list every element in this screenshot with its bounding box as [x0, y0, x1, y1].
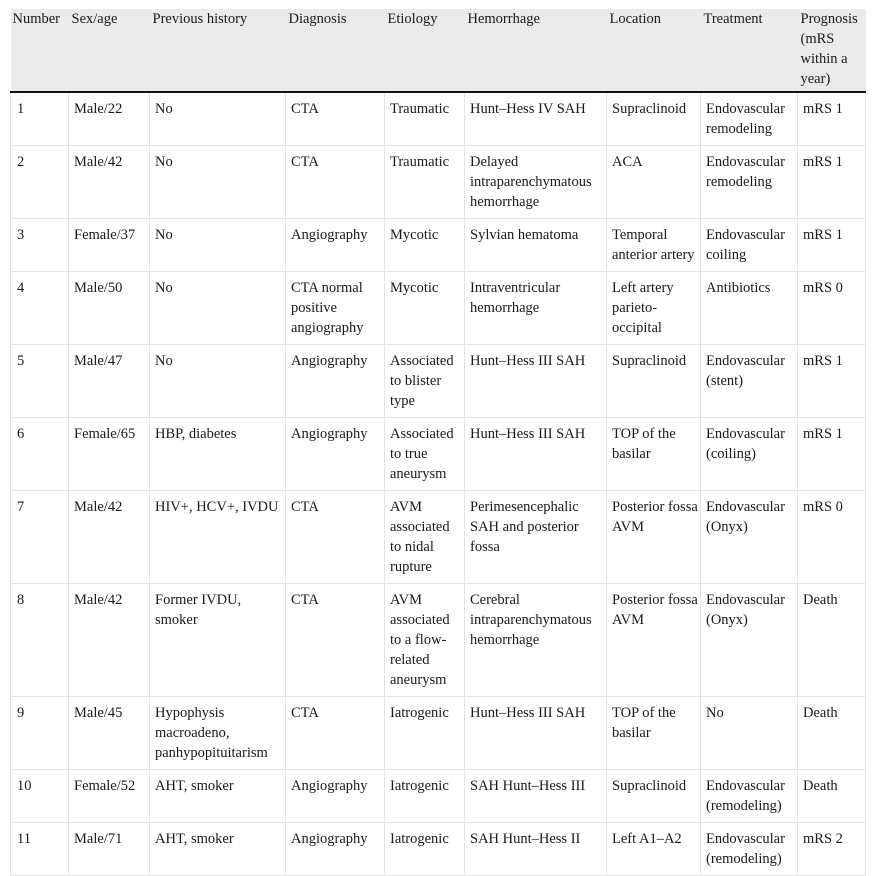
cell-hemorrhage: SAH Hunt–Hess III	[465, 770, 607, 823]
cell-number: 2	[11, 146, 69, 219]
table-body	[11, 92, 866, 876]
cell-etiology: AVM associated to nidal rupture	[385, 491, 465, 584]
header-location: Location	[607, 9, 701, 92]
cell-hemorrhage: Intraventricular hemorrhage	[465, 272, 607, 345]
cell-sex-age: Female/52	[69, 770, 150, 823]
cell-location: TOP of the basilar	[607, 418, 701, 491]
table-header	[11, 9, 866, 92]
cell-diagnosis: Angiography	[286, 345, 385, 418]
cell-location: Supraclinoid	[607, 345, 701, 418]
cell-etiology: Iatrogenic	[385, 770, 465, 823]
cell-hemorrhage: Sylvian hematoma	[465, 219, 607, 272]
header-diagnosis: Diagnosis	[286, 9, 385, 92]
cell-location: Left artery parieto-occipital	[607, 272, 701, 345]
cell-number: 11	[11, 823, 69, 876]
cell-prognosis: Death	[798, 584, 866, 697]
case-table-container	[10, 9, 865, 876]
table-row	[11, 491, 866, 584]
cell-location: Left A1–A2	[607, 823, 701, 876]
table-row	[11, 146, 866, 219]
header-etiology: Etiology	[385, 9, 465, 92]
cell-treatment: Endovascular (Onyx)	[701, 584, 798, 697]
cell-prognosis: mRS 0	[798, 491, 866, 584]
cell-sex-age: Male/45	[69, 697, 150, 770]
cell-treatment: Endovascular (stent)	[701, 345, 798, 418]
cell-prognosis: mRS 0	[798, 272, 866, 345]
table-row	[11, 770, 866, 823]
cell-etiology: Traumatic	[385, 92, 465, 146]
cell-previous-history: No	[150, 345, 286, 418]
cell-location: Posterior fossa AVM	[607, 584, 701, 697]
cell-sex-age: Male/71	[69, 823, 150, 876]
cell-diagnosis: Angiography	[286, 219, 385, 272]
table-row	[11, 272, 866, 345]
cell-etiology: Traumatic	[385, 146, 465, 219]
cell-sex-age: Female/65	[69, 418, 150, 491]
cell-prognosis: mRS 1	[798, 345, 866, 418]
cell-previous-history: Former IVDU, smoker	[150, 584, 286, 697]
cell-etiology: Mycotic	[385, 272, 465, 345]
cell-sex-age: Male/47	[69, 345, 150, 418]
cell-number: 5	[11, 345, 69, 418]
cell-treatment: Endovascular coiling	[701, 219, 798, 272]
cell-prognosis: mRS 2	[798, 823, 866, 876]
table-row	[11, 697, 866, 770]
cell-number: 4	[11, 272, 69, 345]
header-previous-history: Previous history	[150, 9, 286, 92]
cell-hemorrhage: Hunt–Hess III SAH	[465, 418, 607, 491]
cell-location: Supraclinoid	[607, 770, 701, 823]
cell-sex-age: Male/42	[69, 491, 150, 584]
cell-prognosis: Death	[798, 770, 866, 823]
cell-diagnosis: Angiography	[286, 770, 385, 823]
cell-previous-history: No	[150, 219, 286, 272]
cell-sex-age: Male/42	[69, 584, 150, 697]
cell-prognosis: mRS 1	[798, 92, 866, 146]
cell-diagnosis: CTA	[286, 491, 385, 584]
cell-treatment: Antibiotics	[701, 272, 798, 345]
cell-hemorrhage: SAH Hunt–Hess II	[465, 823, 607, 876]
cell-etiology: Associated to true aneurysm	[385, 418, 465, 491]
cell-previous-history: AHT, smoker	[150, 770, 286, 823]
cell-number: 10	[11, 770, 69, 823]
cell-location: ACA	[607, 146, 701, 219]
cell-sex-age: Male/50	[69, 272, 150, 345]
cell-treatment: Endovascular (remodeling)	[701, 770, 798, 823]
cell-location: Temporal anterior artery	[607, 219, 701, 272]
cell-hemorrhage: Delayed intraparenchymatous hemorrhage	[465, 146, 607, 219]
cell-diagnosis: CTA	[286, 146, 385, 219]
header-row	[11, 9, 866, 92]
cell-etiology: AVM associated to a flow-related aneurysm	[385, 584, 465, 697]
cell-treatment: No	[701, 697, 798, 770]
table-row	[11, 92, 866, 146]
table-row	[11, 584, 866, 697]
cell-location: TOP of the basilar	[607, 697, 701, 770]
cell-prognosis: mRS 1	[798, 146, 866, 219]
cell-number: 1	[11, 92, 69, 146]
cell-hemorrhage: Perimesencephalic SAH and posterior fossa	[465, 491, 607, 584]
cell-diagnosis: CTA	[286, 697, 385, 770]
cell-prognosis: mRS 1	[798, 219, 866, 272]
cell-treatment: Endovascular (remodeling)	[701, 823, 798, 876]
cell-sex-age: Male/42	[69, 146, 150, 219]
cell-location: Posterior fossa AVM	[607, 491, 701, 584]
cell-hemorrhage: Cerebral intraparenchymatous hemorrhage	[465, 584, 607, 697]
cell-sex-age: Male/22	[69, 92, 150, 146]
header-sex-age: Sex/age	[69, 9, 150, 92]
cell-diagnosis: Angiography	[286, 418, 385, 491]
case-table	[10, 9, 866, 876]
cell-previous-history: No	[150, 92, 286, 146]
cell-etiology: Associated to blister type	[385, 345, 465, 418]
table-row	[11, 823, 866, 876]
header-hemorrhage: Hemorrhage	[465, 9, 607, 92]
cell-treatment: Endovascular (Onyx)	[701, 491, 798, 584]
cell-treatment: Endovascular remodeling	[701, 146, 798, 219]
cell-prognosis: mRS 1	[798, 418, 866, 491]
table-row	[11, 345, 866, 418]
cell-previous-history: AHT, smoker	[150, 823, 286, 876]
cell-number: 7	[11, 491, 69, 584]
cell-diagnosis: Angiography	[286, 823, 385, 876]
cell-diagnosis: CTA	[286, 92, 385, 146]
cell-sex-age: Female/37	[69, 219, 150, 272]
cell-treatment: Endovascular remodeling	[701, 92, 798, 146]
cell-previous-history: No	[150, 272, 286, 345]
cell-diagnosis: CTA normal positive angiography	[286, 272, 385, 345]
cell-hemorrhage: Hunt–Hess III SAH	[465, 345, 607, 418]
cell-prognosis: Death	[798, 697, 866, 770]
cell-hemorrhage: Hunt–Hess IV SAH	[465, 92, 607, 146]
cell-previous-history: HBP, diabetes	[150, 418, 286, 491]
header-number: Number	[11, 9, 69, 92]
cell-hemorrhage: Hunt–Hess III SAH	[465, 697, 607, 770]
header-prognosis: Prognosis (mRS within a year)	[798, 9, 866, 92]
cell-etiology: Mycotic	[385, 219, 465, 272]
cell-previous-history: Hypophysis macroadeno, panhypopituitarism	[150, 697, 286, 770]
header-treatment: Treatment	[701, 9, 798, 92]
cell-diagnosis: CTA	[286, 584, 385, 697]
cell-number: 8	[11, 584, 69, 697]
cell-previous-history: HIV+, HCV+, IVDU	[150, 491, 286, 584]
cell-treatment: Endovascular (coiling)	[701, 418, 798, 491]
cell-previous-history: No	[150, 146, 286, 219]
table-row	[11, 219, 866, 272]
cell-number: 9	[11, 697, 69, 770]
cell-etiology: Iatrogenic	[385, 697, 465, 770]
cell-etiology: Iatrogenic	[385, 823, 465, 876]
cell-number: 6	[11, 418, 69, 491]
cell-number: 3	[11, 219, 69, 272]
cell-location: Supraclinoid	[607, 92, 701, 146]
table-row	[11, 418, 866, 491]
